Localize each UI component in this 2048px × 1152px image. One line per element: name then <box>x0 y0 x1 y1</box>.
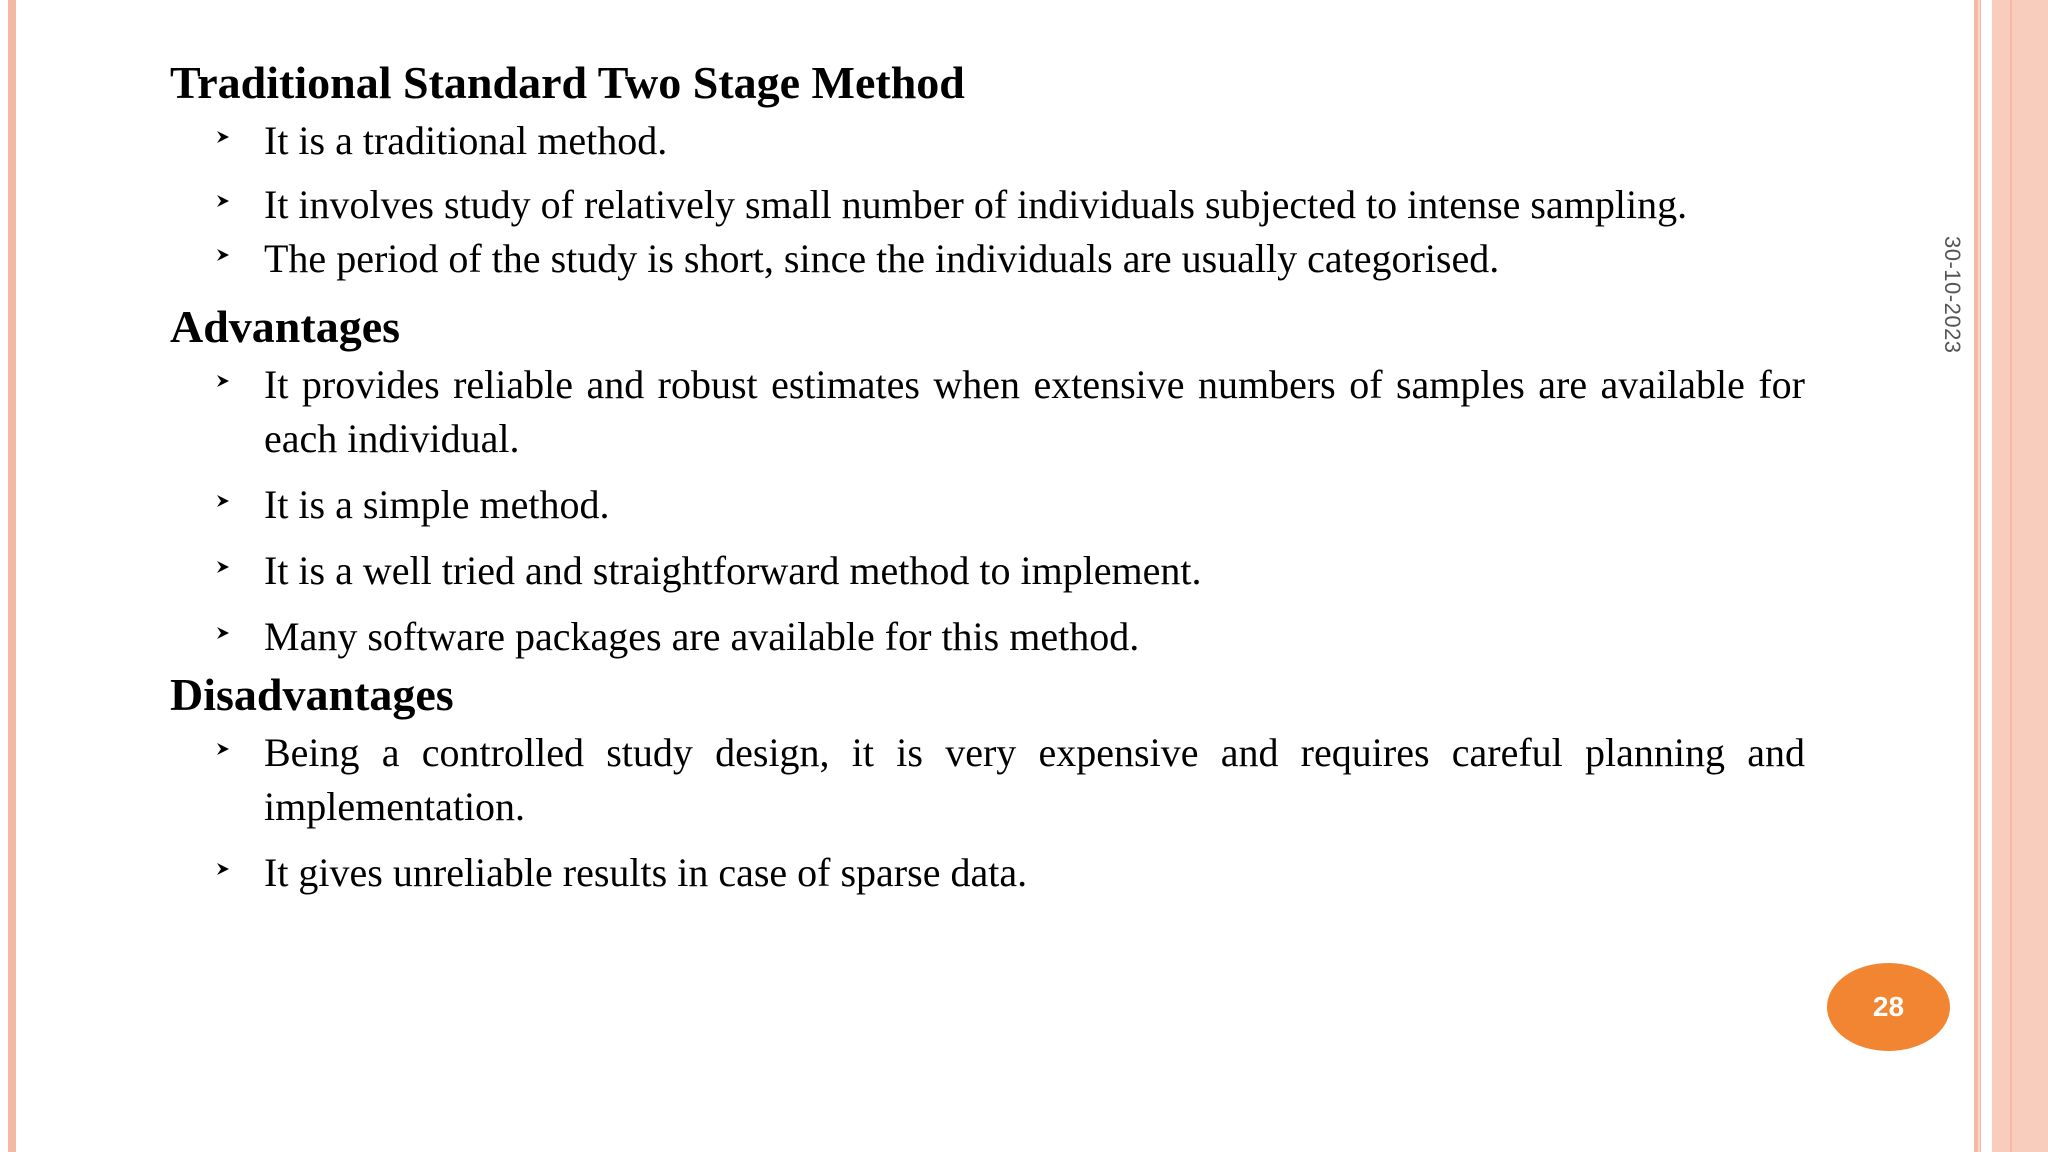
method-bullet-list <box>170 114 1805 286</box>
bullet-text: It provides reliable and robust estimates when extensive numbers of samples are available for each individual. <box>264 362 1805 461</box>
list-item <box>170 610 1805 664</box>
left-decorative-border <box>0 0 22 1152</box>
page-number-badge <box>1827 963 1950 1051</box>
right-decorative-border <box>1964 0 2048 1152</box>
disadvantages-bullet-list <box>170 726 1805 900</box>
list-item <box>170 846 1805 900</box>
bullet-text: It is a well tried and straightforward method to implement. <box>264 548 1202 593</box>
page-number: 28 <box>1872 991 1905 1022</box>
right-decorative-line-outer <box>2010 0 2012 1152</box>
bullet-text: Being a controlled study design, it is very expensive and requires careful planning and implementation. <box>264 730 1805 829</box>
list-item <box>170 726 1805 834</box>
section-heading-method: Traditional Standard Two Stage Method <box>170 57 965 108</box>
arrow-bullet-icon <box>216 194 230 208</box>
arrow-bullet-icon <box>216 626 230 640</box>
bullet-text: It gives unreliable results in case of sparse data. <box>264 850 1028 895</box>
right-decorative-line <box>1978 0 1980 1152</box>
arrow-bullet-icon <box>216 248 230 262</box>
list-item <box>170 358 1805 466</box>
list-item <box>170 178 1805 232</box>
list-item <box>170 232 1805 286</box>
bullet-text: It is a traditional method. <box>264 118 668 163</box>
slide-date: 30-10-2023 <box>1940 236 1965 354</box>
bullet-text: Many software packages are available for this method. <box>264 614 1140 659</box>
advantages-bullet-list <box>170 358 1805 664</box>
list-item <box>170 114 1805 168</box>
section-heading-disadvantages: Disadvantages <box>170 669 454 720</box>
arrow-bullet-icon <box>216 374 230 388</box>
list-item <box>170 544 1805 598</box>
arrow-bullet-icon <box>216 862 230 876</box>
slide-content <box>170 52 1805 912</box>
bullet-text: It is a simple method. <box>264 482 610 527</box>
bullet-text: The period of the study is short, since the individuals are usually categorised. <box>264 236 1500 281</box>
arrow-bullet-icon <box>216 560 230 574</box>
arrow-bullet-icon <box>216 742 230 756</box>
bullet-text: It involves study of relatively small number of individuals subjected to intense sampling. <box>264 182 1688 227</box>
section-heading-advantages: Advantages <box>170 301 401 352</box>
list-item <box>170 478 1805 532</box>
arrow-bullet-icon <box>216 494 230 508</box>
arrow-bullet-icon <box>216 130 230 144</box>
